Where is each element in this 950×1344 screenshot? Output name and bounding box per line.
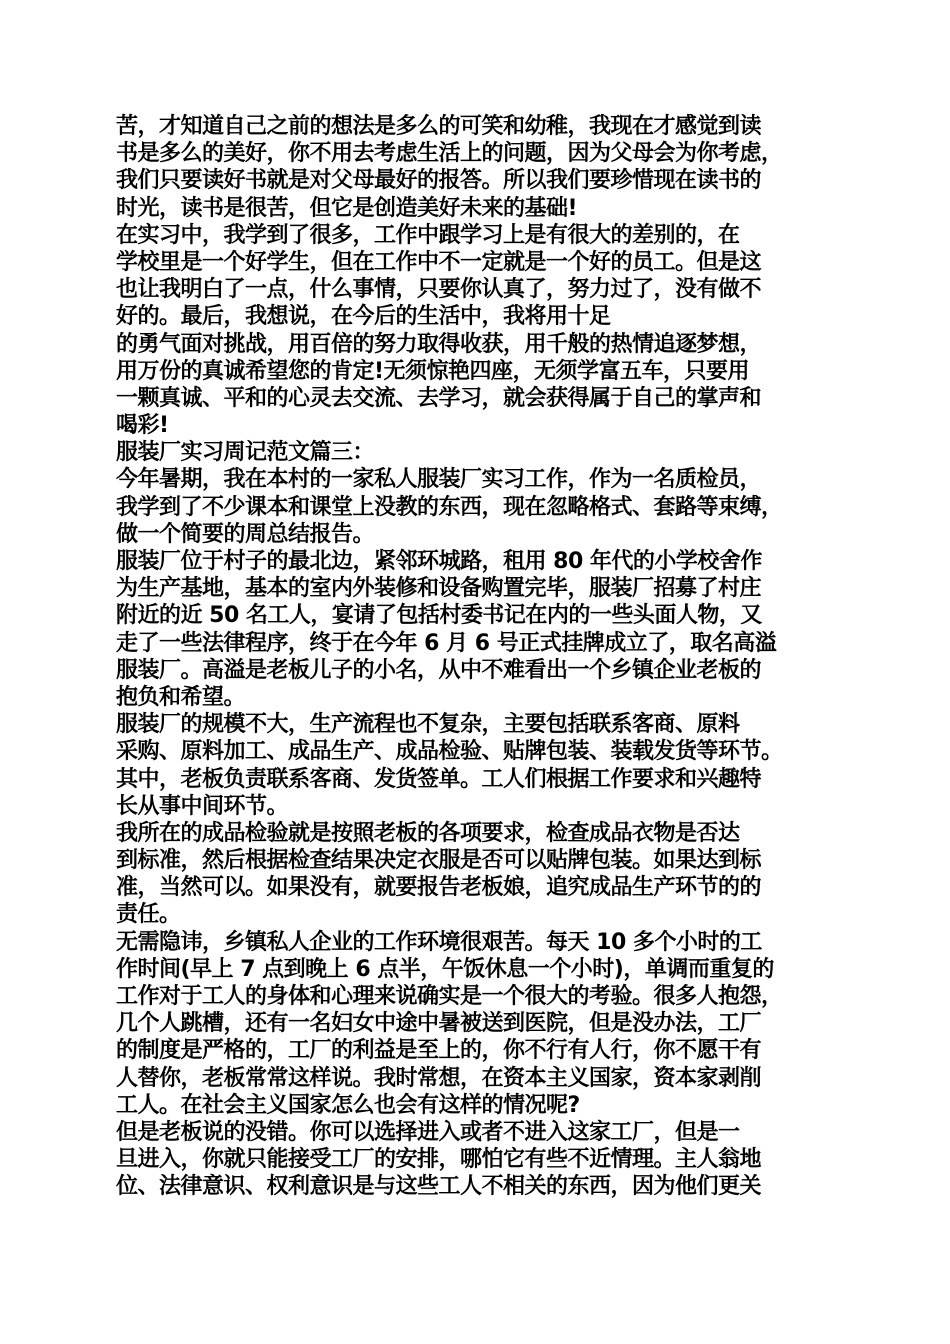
section-heading: 服装厂实习周记范文篇三： [116,440,375,466]
text-line: 的制度是严格的，工厂的利益是至上的，你不行有人行，你不愿干有 [116,1038,762,1064]
text-line: 采购、原料加工、成品生产、成品检验、贴牌包装、装载发货等环节。 [116,739,783,765]
text-line: 学校里是一个好学生，但在工作中不一定就是一个好的员工。但是这 [116,249,762,275]
text-line: 我所在的成品检验就是按照老板的各项要求，检查成品衣物是否达 [116,820,740,846]
text-line: 用万份的真诚希望您的肯定!无须惊艳四座，无须学富五车，只要用 [116,358,750,384]
text-line: 服装厂的规模不大，生产流程也不复杂，主要包括联系客商、原料 [116,712,740,738]
document-body-text [116,113,856,1201]
text-line: 几个人跳槽，还有一名妇女中途中暑被送到医院，但是没办法，工厂 [116,1011,762,1037]
text-line: 到标准，然后根据检查结果决定衣服是否可以贴牌包装。如果达到标 [116,848,762,874]
text-line: 一颗真诚、平和的心灵去交流、去学习，就会获得属于自己的掌声和 [116,385,762,411]
text-line: 服装厂位于村子的最北边，紧邻环城路，租用 80 年代的小学校舍作 [116,549,762,574]
text-line: 我们只要读好书就是对父母最好的报答。所以我们要珍惜现在读书的 [116,168,762,194]
text-line: 的勇气面对挑战，用百倍的努力取得收获，用千般的热情追逐梦想， [116,331,762,357]
text-line: 人替你，老板常常这样说。我时常想，在资本主义国家，资本家剥削 [116,1065,762,1091]
text-line: 苦，才知道自己之前的想法是多么的可笑和幼稚，我现在才感觉到读 [116,114,762,139]
text-line: 旦进入，你就只能接受工厂的安排，哪怕它有些不近情理。主人翁地 [116,1147,762,1173]
text-line: 今年暑期，我在本村的一家私人服装厂实习工作，作为一名质检员， [116,467,762,493]
text-line: 其中，老板负责联系客商、发货签单。工人们根据工作要求和兴趣特 [116,766,762,792]
text-line: 时光，读书是很苦，但它是创造美好未来的基础! [116,195,578,221]
text-line: 服装厂。高溢是老板儿子的小名，从中不难看出一个乡镇企业老板的 [116,657,762,683]
text-line: 在实习中，我学到了很多，工作中跟学习上是有很大的差别的，在 [116,222,740,248]
text-line: 准，当然可以。如果没有，就要报告老板娘，追究成品生产环节的的 [116,875,762,901]
text-line: 长从事中间环节。 [116,793,289,819]
text-line: 为生产基地，基本的室内外装修和设备购置完毕，服装厂招募了村庄 [116,576,762,602]
text-line: 做一个简要的周总结报告。 [116,521,375,547]
text-line: 作时间(早上 7 点到晚上 6 点半，午饭休息一个小时)，单调而重复的 [116,956,774,982]
text-line: 书是多么的美好，你不用去考虑生活上的问题，因为父母会为你考虑， [116,141,783,167]
text-line: 好的。最后，我想说，在今后的生活中，我将用十足 [116,304,611,330]
text-line: 责任。 [116,902,181,928]
text-line: 但是老板说的没错。你可以选择进入或者不进入这家工厂，但是一 [116,1119,740,1145]
text-line: 工人。在社会主义国家怎么也会有这样的情况呢? [116,1092,580,1118]
text-line: 附近的近 50 名工人，宴请了包括村委书记在内的一些头面人物，又 [116,603,762,629]
text-line: 无需隐讳，乡镇私人企业的工作环境很艰苦。每天 10 多个小时的工 [116,929,762,955]
text-line: 位、法律意识、权利意识是与这些工人不相关的东西，因为他们更关 [116,1174,762,1200]
text-line: 工作对于工人的身体和心理来说确实是一个很大的考验。很多人抱怨， [116,984,783,1009]
text-line: 也让我明白了一点，什么事情，只要你认真了，努力过了，没有做不 [116,277,762,303]
text-line: 抱负和希望。 [116,684,246,710]
text-line: 我学到了不少课本和课堂上没教的东西，现在忽略格式、套路等束缚， [116,494,783,520]
text-line: 喝彩! [116,413,169,439]
text-line: 走了一些法律程序，终于在今年 6 月 6 号正式挂牌成立了，取名高溢 [116,630,777,656]
